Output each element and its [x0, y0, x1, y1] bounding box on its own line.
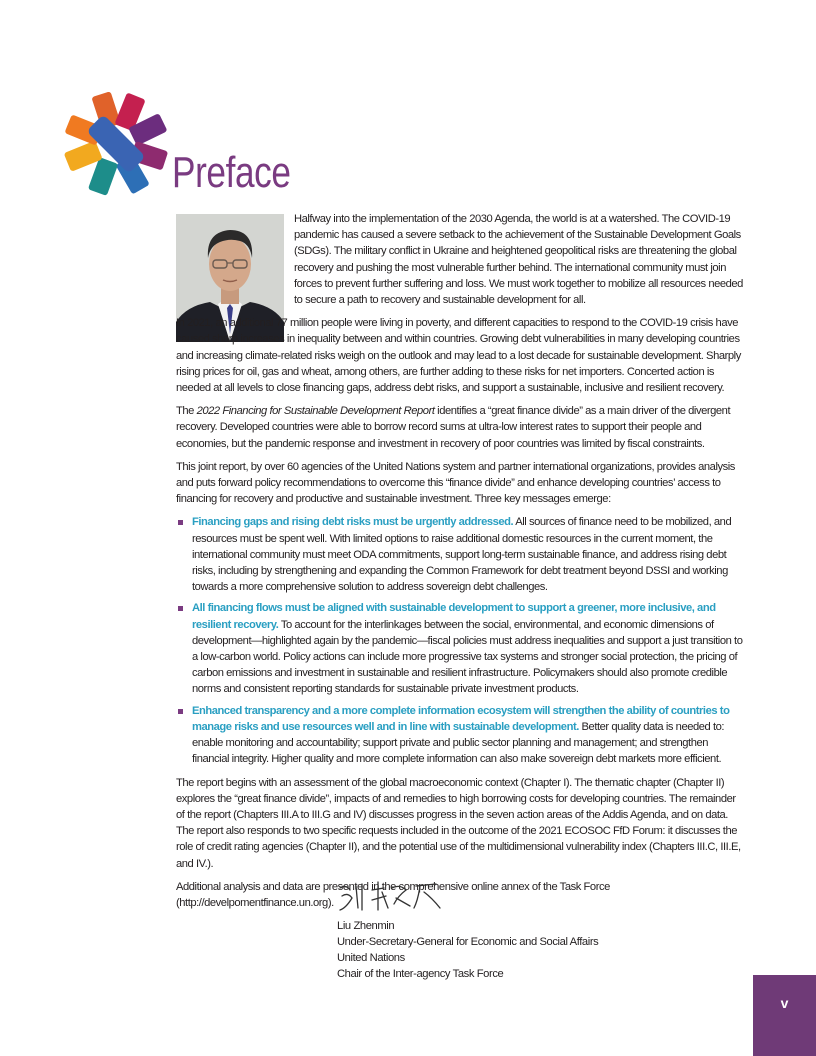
report-para-after: identifies a “great finance divide” as a main driver of the divergent recovery. Developed countries were able to borrow record sums at ultra-low interest rates to support their people and economies, but the pandemic response and investment in recovery of poor countries was limited by fiscal constraints. [176, 405, 731, 450]
preface-body [176, 211, 743, 918]
key-message-item [176, 600, 743, 697]
closing-paragraph-1: The report begins with an assessment of the global macroeconomic context (Chapter I). The thematic chapter (Chapter II) explores the “great finance divide”, impacts of and remedies to high borrowing costs for developing countries. The remainder of the report (Chapters III.A to III.G and IV) discusses progress in the seven action areas of the Addis Agenda, and on data. The report also responds to two specific requests included in the outcome of the 2021 ECOSOC FfD Forum: it discusses the role of credit rating agencies (Chapter II), and the potential use of the multidimensional vulnerability index (Chapters III.C, III.E, and IV.). [176, 776, 741, 870]
signatory-role: Chair of the Inter-agency Task Force [337, 968, 504, 980]
key-messages-list [176, 514, 743, 767]
page-title: Preface [172, 148, 291, 197]
preface-logo-icon [62, 92, 168, 196]
key-message-text: All sources of finance need to be mobilized, and resources must be spent well. With limited options to raise additional domestic resources in the current moment, the international community must meet ODA commitments, support long-term sustainable finance, and address rising debt risks, including by strengthening and expanding the Common Framework for debt treatment beyond DSSI and working towards a more comprehensive solution to address sovereign debt challenges. [192, 516, 732, 594]
report-paragraph [176, 403, 743, 452]
signatory-name: Liu Zhenmin [337, 920, 395, 932]
closing-paragraph-2: Additional analysis and data are presented in the comprehensive online annex of the Task Force (http://develpomentfinance.un.org). [176, 880, 610, 909]
key-message-text: Better quality data is needed to: enable monitoring and accountability; support private and public sector planning and management; and strengthen financial integrity. Higher quality and more complete information can also make sovereign debt markets more efficient. [192, 720, 725, 766]
key-message-heading: Enhanced transparency and a more complete information ecosystem will strengthen the ability of countries to manage risks and use resources well and in line with sustainable development. [192, 704, 730, 733]
signatory-organization: United Nations [337, 952, 405, 964]
page-number: v [780, 995, 789, 1011]
signature-block [337, 918, 598, 982]
page-number-tab [753, 975, 816, 1056]
key-message-item [176, 703, 743, 768]
key-message-heading: All financing flows must be aligned with sustainable development to support a greener, more inclusive, and resilient recovery. [192, 602, 716, 631]
signatory-title: Under-Secretary-General for Economic and Social Affairs [337, 936, 599, 948]
portrait-spacer [176, 211, 294, 311]
report-title-italic: 2022 Financing for Sustainable Development Report [196, 405, 435, 418]
key-message-item [176, 514, 743, 595]
intro-paragraph-2: In 2021, an additional 77 million people were living in poverty, and different capacities to respond to the COVID-19 crisis have caused sharp increases in inequality between and within countries. Growing debt vulnerabilities in many developing countries and increasing climate-related risks weigh on the outlook and may lead to a lost decade for sustainable development. Sharply rising prices for oil, gas and wheat, among others, are further adding to these risks for net importers. Concerted action is needed at all levels to close financing gaps, address debt risks, and support a sustainable, inclusive and resilient recovery. [176, 317, 741, 395]
joint-report-paragraph: This joint report, by over 60 agencies of the United Nations system and partner international organizations, provides analysis and puts forward policy recommendations to overcome this “finance divide” and enhance developing countries’ access to financing for recovery and productive and sustainable investment. Three key messages emerge: [176, 460, 735, 506]
key-message-heading: Financing gaps and rising debt risks must be urgently addressed. [192, 516, 514, 529]
intro-paragraph-1: Halfway into the implementation of the 2030 Agenda, the world is at a watershed. The COVID-19 pandemic has caused a severe setback to the achievement of the Sustainable Development Goals (SDGs). The military conflict in Ukraine and heightened geopolitical risks are threatening the global recovery and pushing the most vulnerable further behind. The international community must join forces to prevent further suffering and loss. We must work together to mobilize all resources needed to secure a path to recovery and sustainable development for all. [294, 213, 743, 307]
report-para-before: The [176, 405, 197, 418]
key-message-text: To account for the interlinkages between the social, environmental, and economic dimensions of development—highlighted again by the pandemic—fiscal policies must address inequalities and support a just transition to a low-carbon world. Policy actions can include more progressive tax systems and stronger social protection, the pricing of carbon emissions and investment in sustainable and resilient infrastructure. Policymakers should also promote credible norms and consistent reporting standards for sustainable private investment products. [192, 618, 743, 696]
signature-image [336, 878, 446, 914]
